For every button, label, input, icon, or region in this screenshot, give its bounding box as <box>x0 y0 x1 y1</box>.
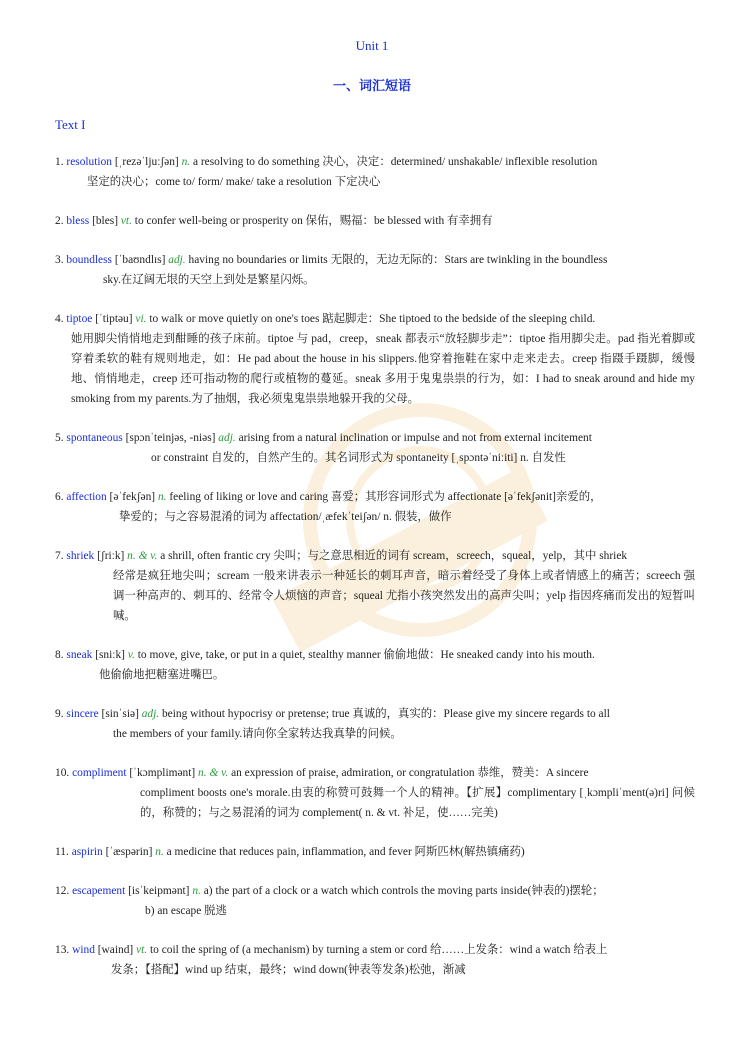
entry-continuation: compliment boosts one's morale.由衷的称赞可鼓舞一个人的精神。【扩展】complimentary [ˌkɔmpliˈment(ə)ri] 问候的，称赞的；与之易混淆的词为 complement( n. & vt. 补足，使……完美) <box>140 787 695 819</box>
entry-continuation: sky.在辽阔无垠的天空上到处是繁星闪烁。 <box>103 274 315 286</box>
entry-pos: adj. <box>218 432 236 444</box>
entry-pos: adj. <box>141 708 160 720</box>
entry-number: 5. <box>55 432 64 444</box>
entry-number: 10. <box>55 767 70 779</box>
entry-continuation: 她用脚尖悄悄地走到酣睡的孩子床前。tiptoe 与 pad，creep，sneak 都表示“放轻脚步走”：tiptoe 指用脚尖走。pad 指光着脚或穿着柔软的鞋有规则地走，如：He pad about the house in his slippers.他穿着拖鞋在家中走来走去。creep 指蹑手蹑脚，缓慢地、悄悄地走，creep 还可指动物的爬行或植物的蔓延。sneak 多用于鬼鬼祟祟的行为，如：I had to sneak around and hide my smoking from my parents.为了抽烟，我必须鬼鬼祟祟地躲开我的父母。 <box>71 333 695 405</box>
entry-pos: vi. <box>135 313 147 325</box>
entry-continuation: or constraint 自发的，自然产生的。其名词形式为 spontaneity [ˌspɔntəˈniːiti] n. 自发性 <box>151 452 566 464</box>
entry-continuation: 坚定的决心；come to/ form/ make/ take a resolution 下定决心 <box>87 176 381 188</box>
entry-phonetic: [ˌrezəˈljuːʃən] <box>114 156 179 168</box>
entry-continuation: 发条；【搭配】wind up 结束，最终；wind down(钟表等发条)松弛，渐减 <box>111 964 466 976</box>
vocab-entry <box>55 940 695 980</box>
entry-word: sneak <box>66 649 93 661</box>
entry-number: 1. <box>55 156 64 168</box>
entry-phonetic: [əˈfekʃən] <box>109 491 156 503</box>
entry-definition: a) the part of a clock or a watch which controls the moving parts inside(钟表的)摆轮； <box>203 885 604 897</box>
entry-definition: a medicine that reduces pain, inflammation, and fever 阿斯匹林(解热镇痛药) <box>166 846 525 858</box>
entry-number: 11. <box>55 846 69 858</box>
vocab-entry <box>55 487 695 527</box>
entry-number: 7. <box>55 550 64 562</box>
entry-phonetic: [waind] <box>97 944 134 956</box>
vocab-entry <box>55 645 695 685</box>
entry-word: resolution <box>66 156 112 168</box>
entry-continuation: 他偷偷地把糖塞进嘴巴。 <box>99 669 225 681</box>
entry-number: 9. <box>55 708 64 720</box>
entry-word: boundless <box>66 254 112 266</box>
entry-pos: vt. <box>136 944 148 956</box>
entry-continuation: 挚爱的；与之容易混淆的词为 affectation/ˌæfekˈteiʃən/ n. 假装，做作 <box>119 511 452 523</box>
entry-definition: a resolving to do something 决心，决定：determined/ unshakable/ inflexible resolution <box>192 156 598 168</box>
entry-word: compliment <box>72 767 127 779</box>
entry-pos: n. <box>181 156 191 168</box>
entry-number: 4. <box>55 313 64 325</box>
entry-definition: to move, give, take, or put in a quiet, stealthy manner 偷偷地做：He sneaked candy into his mouth. <box>137 649 595 661</box>
entry-word: affection <box>66 491 107 503</box>
vocab-entry <box>55 546 695 626</box>
entry-continuation: b) an escape 脱逃 <box>145 905 227 917</box>
vocab-entry <box>55 309 695 409</box>
entry-phonetic: [sniːk] <box>95 649 125 661</box>
entry-phonetic: [ˈtiptəu] <box>95 313 133 325</box>
text-label: Text I <box>55 117 86 132</box>
entry-pos: vt. <box>120 215 132 227</box>
entry-phonetic: [ʃriːk] <box>97 550 125 562</box>
vocab-entry <box>55 842 695 862</box>
entry-word: spontaneous <box>66 432 123 444</box>
vocab-entry <box>55 428 695 468</box>
entry-definition: a shrill, often frantic cry 尖叫；与之意思相近的词有 scream，screech，squeal，yelp，其中 shriek <box>160 550 628 562</box>
entry-definition: an expression of praise, admiration, or congratulation 恭维，赞美：A sincere <box>231 767 589 779</box>
entry-continuation: 经常是疯狂地尖叫；scream 一般来讲表示一种延长的刺耳声音，暗示着经受了身体上或者情感上的痛苦；screech 强调一种高声的、刺耳的、经常令人烦恼的声音；squeal 尤指小孩突然发出的高声尖叫；yelp 指因疼痛而发出的短暂叫喊。 <box>113 570 695 622</box>
section-title: 一、词汇短语 <box>332 79 411 94</box>
vocab-entry <box>55 152 695 192</box>
entry-pos: v. <box>127 649 135 661</box>
entry-phonetic: [ˈkɔmplimənt] <box>129 767 196 779</box>
entry-word: bless <box>66 215 90 227</box>
entry-pos: adj. <box>168 254 186 266</box>
vocab-entry <box>55 250 695 290</box>
entry-definition: to confer well-being or prosperity on 保佑，赐福：be blessed with 有幸拥有 <box>134 215 493 227</box>
entry-number: 3. <box>55 254 64 266</box>
entry-word: tiptoe <box>66 313 93 325</box>
entry-number: 13. <box>55 944 70 956</box>
entry-number: 8. <box>55 649 64 661</box>
unit-title: Unit 1 <box>355 38 389 53</box>
entry-definition: having no boundaries or limits 无限的，无边无际的：Stars are twinkling in the boundless <box>188 254 608 266</box>
vocabulary-list <box>55 152 695 999</box>
entry-word: sincere <box>66 708 99 720</box>
entry-number: 2. <box>55 215 64 227</box>
entry-definition: to walk or move quietly on one's toes 踮起脚走：She tiptoed to the bedside of the sleeping child. <box>149 313 596 325</box>
entry-phonetic: [bles] <box>92 215 118 227</box>
entry-word: aspirin <box>71 846 103 858</box>
entry-pos: n. & v. <box>127 550 158 562</box>
entry-continuation: the members of your family.请向你全家转达我真挚的问候。 <box>113 728 402 740</box>
entry-word: escapement <box>72 885 126 897</box>
entry-pos: n. <box>157 491 167 503</box>
entry-phonetic: [ˈbaʊndlɪs] <box>114 254 166 266</box>
entry-definition: feeling of liking or love and caring 喜爱；其形容词形式为 affectionate [əˈfekʃənit]亲爱的， <box>169 491 602 503</box>
entry-phonetic: [isˈkeipmənt] <box>128 885 190 897</box>
vocab-entry <box>55 763 695 823</box>
entry-definition: being without hypocrisy or pretense; true 真诚的，真实的：Please give my sincere regards to all <box>161 708 610 720</box>
entry-word: shriek <box>66 550 95 562</box>
entry-number: 6. <box>55 491 64 503</box>
entry-pos: n. <box>155 846 164 858</box>
entry-definition: arising from a natural inclination or impulse and not from external incitement <box>238 432 592 444</box>
vocab-entry <box>55 704 695 744</box>
entry-word: wind <box>72 944 95 956</box>
entry-phonetic: [spɔnˈteinjəs, -niəs] <box>125 432 216 444</box>
entry-pos: n. & v. <box>198 767 229 779</box>
entry-pos: n. <box>192 885 201 897</box>
entry-phonetic: [sinˈsiə] <box>101 708 139 720</box>
entry-definition: to coil the spring of (a mechanism) by turning a stem or cord 给……上发条：wind a watch 给表上 <box>150 944 608 956</box>
entry-number: 12. <box>55 885 70 897</box>
entry-phonetic: [ˈæspərin] <box>105 846 153 858</box>
vocab-entry <box>55 881 695 921</box>
vocab-entry <box>55 211 695 231</box>
